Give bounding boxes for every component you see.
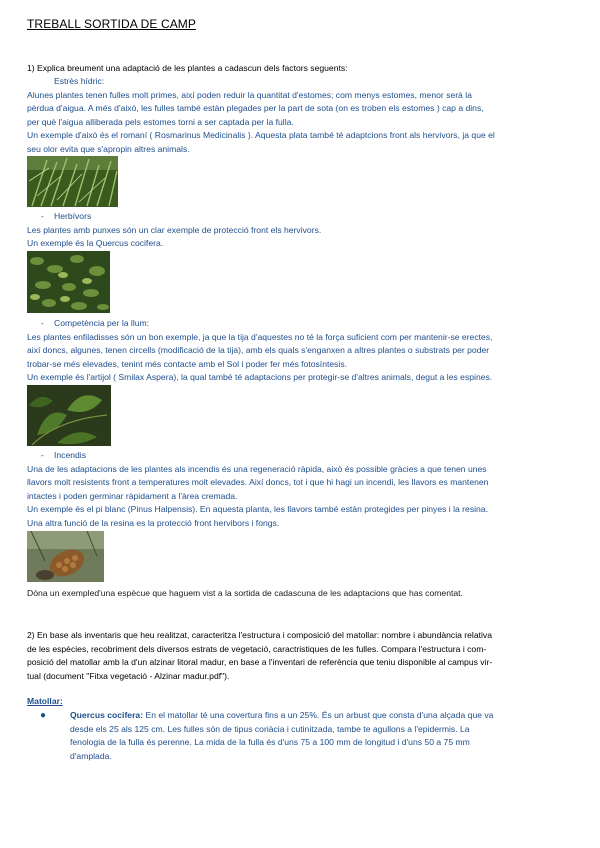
pinecone-photo [27,531,104,582]
dash-icon: - [41,450,44,460]
smilax-photo [27,385,111,446]
section-herbivores: - Herbívors Les plantes amb punxes són un clar exemple de protecció front els hervivors. Un exemple és la Quercus cocifera. [27,211,322,249]
section-heading: Competència per la llum: [54,318,150,328]
section-heading: Estrès hídric: [54,76,105,86]
matollar-list [27,709,573,763]
dash-icon: - [41,318,44,328]
list-item: ● Quercus cocifera: En el matollar té una covertura fins a un 25%. És un arbust que consta d'una alçada que va desde els 25 als 125 cm. Les fulles són de tipus coriàcia i cutinitzada, tambe te agullons a l'epidermis. La fenologia de la fulla és perenne. La mida de la fulla és d'uns 75 a 100 mm de longitud i d'uns 50 a 75 mm d'amplada. [40,710,494,761]
section-heading: Herbívors [54,211,92,221]
dash-icon: - [41,211,44,221]
rosemary-photo [27,156,118,207]
section-fires: - Incendis Una de les adaptacions de les plantes als incendis és una regeneració ràpida, això és possible gràcies a que tenen unes llavors molt resistents front a temperatures molt elevades. Així doncs, tot i que hi hagi un incendi, les llavors es mantenen intactes i poden germinar ràpidament a l'àrea cremada. Un exemple és el pi blanc (Pinus Halpensis). En aquesta planta, les llavors també estàn protegides per pinyes i la resina. Una altra funció de la resina es la protecció front hervibors i fongs. [27,450,489,528]
question-1: 1) Explica breument una adaptació de les plantes a cadascun dels factors seguents: [27,63,348,73]
page-title: TREBALL SORTIDA DE CAMP [27,17,197,31]
section-light-competition: - Competència per la llum: Les plantes enfiladisses són un bon exemple, ja que la tija d'aquestes no té la força suficient com per mantenir-se erectes, així doncs, algunes, tenen circells (modificació de la tija), amb els quals s'enganxen a altres plantes o substrats per poder trobar-se més elevades, tenint més contacte amb el Sol i poder fer més fotosíntesis. Un exemple és l'artijol ( Smilax Aspera), la qual també té adaptacions per protegir-se d'altres animals, degut a les espines. [27,318,493,383]
species-name: Quercus cocifera: [70,710,144,720]
section-water-stress: Estrès hídric: Alunes plantes tenen fulles molt primes, així poden reduir la quantitat d'estomes; com menys estomes, menor serà la pèrdua d'aigua. A més d'això, les fulles també estàn plegades per la part de sota (on es troben els estomes ) cap a dins, per què l'aigua alliberada pels estomes torni a ser captada per la fulla. Un exemple d'això és el romaní ( Rosmarinus Medicinalis ). Aquesta plata també té adaptcions front als hervivors, ja que el seu olor evita que s'apropin altres animals. [27,75,573,157]
question-2: 2) En base als inventaris que heu realitzat, caracteritza l'estructura i composició del matollar: nombre i abundància relativa de les espècies, recobriment dels diversos estrats de vegetació, caractristiques de les fulles. Compara l'estructura i com- posició del matollar amb la d'un alzinar litoral madur, en base a l'inventari de referència que teniu disponible al campus vir- tual (document "Fitxa vegetació - Alzinar madur.pdf"). [27,630,493,681]
matollar-heading: Matollar: [27,696,63,706]
section-heading: Incendis [54,450,87,460]
closing-question: Dóna un exempled'una espècue que haguem vist a la sortida de cadascuna de les adaptacions que has comentat. [27,588,463,598]
quercus-photo [27,251,110,313]
bullet-icon: ● [40,710,47,721]
